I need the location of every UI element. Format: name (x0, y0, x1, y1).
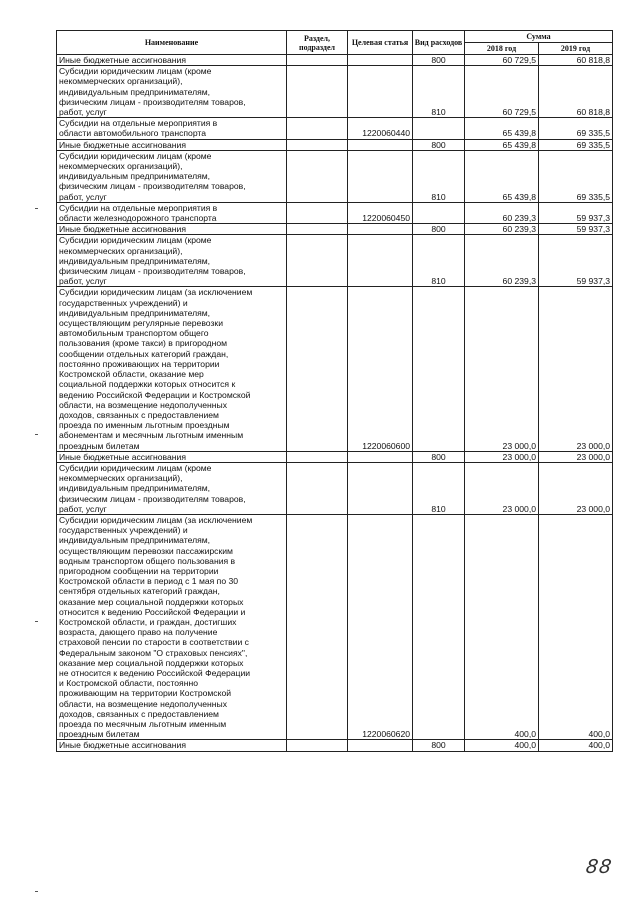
cell-name: Субсидии на отдельные мероприятия в области автомобильного транспорта (57, 118, 287, 139)
budget-table (56, 30, 613, 752)
table-row (57, 139, 613, 150)
table-row (57, 514, 613, 739)
cell-amount-2019: 59 937,3 (539, 224, 613, 235)
cell-amount-2019: 400,0 (539, 740, 613, 751)
cell-amount-2018: 400,0 (465, 740, 539, 751)
cell-section (287, 235, 348, 287)
header-year-2018: 2018 год (465, 43, 539, 55)
header-expense-type: Вид расходов (413, 31, 465, 55)
cell-amount-2019: 23 000,0 (539, 462, 613, 514)
cell-amount-2018: 60 239,3 (465, 235, 539, 287)
cell-target: 1220060620 (348, 514, 413, 739)
cell-amount-2019: 400,0 (539, 514, 613, 739)
cell-name: Субсидии на отдельные мероприятия в области железнодорожного транспорта (57, 202, 287, 223)
page-number: 88 (584, 856, 614, 878)
cell-amount-2018: 23 000,0 (465, 451, 539, 462)
cell-target (348, 66, 413, 118)
cell-amount-2019: 69 335,5 (539, 139, 613, 150)
table-row (57, 235, 613, 287)
table-row (57, 740, 613, 751)
cell-amount-2019: 60 818,8 (539, 66, 613, 118)
header-row (57, 31, 613, 43)
cell-amount-2018: 400,0 (465, 514, 539, 739)
table-row (57, 287, 613, 451)
cell-expense-type: 810 (413, 66, 465, 118)
cell-name: Субсидии юридическим лицам (за исключением государственных учреждений) и индивидуальным предпринимателям, осуществляющим регулярные перевозки автомобильным транспортом общего пользования (кроме такси) в пригородном сообщении отдельных категорий граждан, постоянно проживающих на территории Костромской области, оказание мер социальной поддержки которых относится к ведению Российской Федерации и Костромской области, на возмещение недополученных доходов, связанных с предоставлением проезда по именным льготным проездным абонементам и месячным льготным именным проездным билетам (57, 287, 287, 451)
header-name: Наименование (57, 31, 287, 55)
cell-name: Иные бюджетные ассигнования (57, 740, 287, 751)
cell-target (348, 235, 413, 287)
cell-target (348, 224, 413, 235)
table-row (57, 451, 613, 462)
cell-section (287, 118, 348, 139)
cell-amount-2018: 23 000,0 (465, 287, 539, 451)
cell-target (348, 740, 413, 751)
scan-mark (35, 891, 38, 892)
cell-amount-2019: 69 335,5 (539, 118, 613, 139)
cell-target (348, 451, 413, 462)
cell-expense-type: 800 (413, 139, 465, 150)
cell-amount-2018: 65 439,8 (465, 118, 539, 139)
cell-amount-2018: 60 239,3 (465, 224, 539, 235)
cell-expense-type (413, 287, 465, 451)
table-row (57, 462, 613, 514)
cell-name: Субсидии юридическим лицам (кроме некоммерческих организаций), индивидуальным предпринимателям, физическим лицам - производителям товаров, работ, услуг (57, 66, 287, 118)
cell-section (287, 224, 348, 235)
cell-amount-2019: 60 818,8 (539, 55, 613, 66)
cell-target: 1220060450 (348, 202, 413, 223)
table-row (57, 55, 613, 66)
cell-name: Субсидии юридическим лицам (кроме некоммерческих организаций), индивидуальным предпринимателям, физическим лицам - производителям товаров, работ, услуг (57, 462, 287, 514)
cell-name: Субсидии юридическим лицам (за исключением государственных учреждений) и индивидуальным предпринимателям, осуществляющим перевозки пассажирским водным транспортом общего пользования в пригородном сообщении на территории Костромской области в период с 1 мая по 30 сентября отдельных категорий граждан, оказание мер социальной поддержки которых относится к ведению Российской Федерации и Костромской области, и граждан, достигших возраста, дающего право на получение страховой пенсии по старости в соответствии с Федеральным законом "О страховых пенсиях", оказание мер социальной поддержки которых не относится к ведению Российской Федерации и Костромской области, постоянно проживающим на территории Костромской области, на возмещение недополученных доходов, связанных с предоставлением проезда по месячным льготным именным проездным билетам (57, 514, 287, 739)
cell-name: Иные бюджетные ассигнования (57, 224, 287, 235)
cell-expense-type: 810 (413, 150, 465, 202)
table-row (57, 150, 613, 202)
header-section: Раздел, подраздел (287, 31, 348, 55)
cell-name: Субсидии юридическим лицам (кроме некоммерческих организаций), индивидуальным предпринимателям, физическим лицам - производителям товаров, работ, услуг (57, 150, 287, 202)
cell-amount-2018: 60 239,3 (465, 202, 539, 223)
cell-name: Иные бюджетные ассигнования (57, 139, 287, 150)
cell-amount-2018: 60 729,5 (465, 66, 539, 118)
cell-expense-type: 800 (413, 224, 465, 235)
cell-target: 1220060440 (348, 118, 413, 139)
cell-amount-2019: 59 937,3 (539, 202, 613, 223)
cell-section (287, 514, 348, 739)
scan-mark (35, 434, 38, 435)
cell-expense-type: 810 (413, 462, 465, 514)
scan-mark (35, 621, 38, 622)
table-row (57, 224, 613, 235)
cell-expense-type (413, 514, 465, 739)
table-row (57, 66, 613, 118)
cell-amount-2018: 23 000,0 (465, 462, 539, 514)
header-sum: Сумма (465, 31, 613, 43)
cell-target (348, 462, 413, 514)
cell-section (287, 66, 348, 118)
cell-expense-type: 800 (413, 740, 465, 751)
scan-mark (35, 208, 38, 209)
header-year-2019: 2019 год (539, 43, 613, 55)
cell-expense-type: 800 (413, 55, 465, 66)
cell-expense-type (413, 118, 465, 139)
cell-amount-2018: 60 729,5 (465, 55, 539, 66)
cell-name: Субсидии юридическим лицам (кроме некоммерческих организаций), индивидуальным предпринимателям, физическим лицам - производителям товаров, работ, услуг (57, 235, 287, 287)
cell-expense-type: 800 (413, 451, 465, 462)
cell-name: Иные бюджетные ассигнования (57, 451, 287, 462)
cell-target (348, 55, 413, 66)
cell-section (287, 740, 348, 751)
cell-target (348, 150, 413, 202)
cell-section (287, 462, 348, 514)
table-row (57, 118, 613, 139)
cell-section (287, 451, 348, 462)
table-body (57, 55, 613, 752)
cell-section (287, 55, 348, 66)
cell-amount-2019: 23 000,0 (539, 287, 613, 451)
header-target: Целевая статья (348, 31, 413, 55)
cell-amount-2019: 59 937,3 (539, 235, 613, 287)
cell-target: 1220060600 (348, 287, 413, 451)
cell-section (287, 202, 348, 223)
cell-amount-2019: 23 000,0 (539, 451, 613, 462)
cell-target (348, 139, 413, 150)
table-row (57, 202, 613, 223)
cell-expense-type (413, 202, 465, 223)
cell-amount-2019: 69 335,5 (539, 150, 613, 202)
cell-name: Иные бюджетные ассигнования (57, 55, 287, 66)
cell-amount-2018: 65 439,8 (465, 150, 539, 202)
cell-section (287, 287, 348, 451)
cell-section (287, 139, 348, 150)
cell-section (287, 150, 348, 202)
cell-amount-2018: 65 439,8 (465, 139, 539, 150)
cell-expense-type: 810 (413, 235, 465, 287)
